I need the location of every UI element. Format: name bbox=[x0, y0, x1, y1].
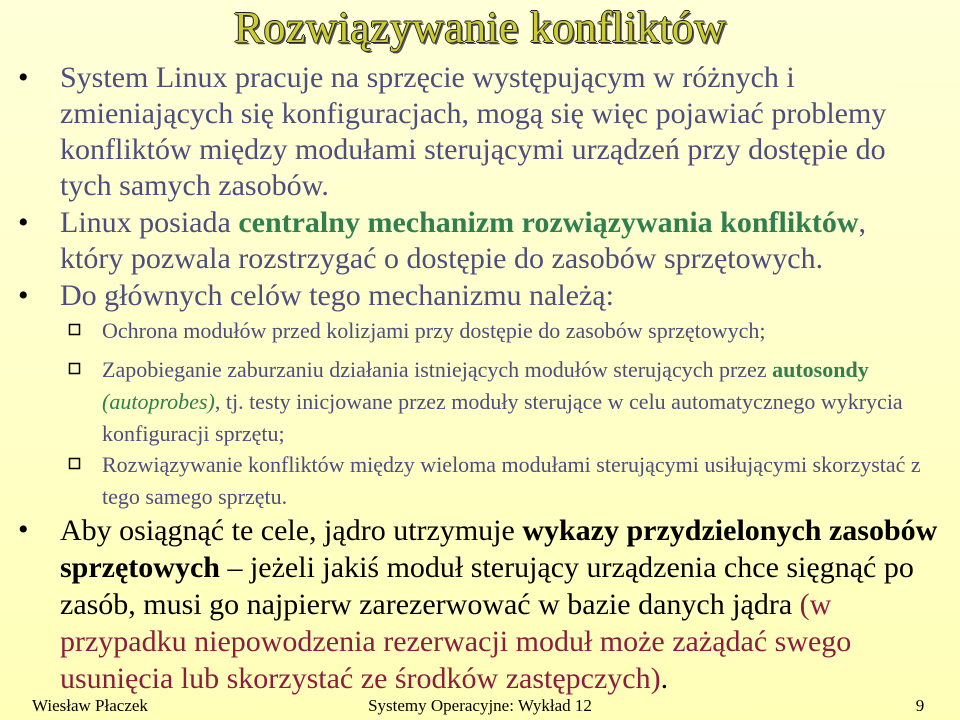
failure-note: (w przypadku niepowodzenia rezerwacji moduł może zażądać swego usunięcia lub skorzystać ze środków zastępczych) bbox=[60, 588, 852, 695]
bullet-dot: • bbox=[18, 206, 29, 239]
bullet-4-lead: Aby osiągnąć te cele, jądro utrzymuje bbox=[60, 514, 523, 547]
bullet-4-middle: – jeżeli jakiś moduł sterujący urządzenia chce sięgnąć po zasób, musi go najpierw zarezerwować w bazie danych jądra bbox=[60, 551, 914, 621]
bullet-text-1: System Linux pracuje na sprzęcie występującym w różnych i zmieniających się konfiguracjach, mogą się więc pojawiać problemy konfliktów między modułami sterującymi urządzeń przy dostępie do tych samych zasobów. bbox=[60, 61, 887, 202]
autoprobes-term: (autoprobes) bbox=[102, 389, 215, 414]
square-bullet-icon bbox=[68, 323, 81, 336]
bullet-2-tail: , który pozwala rozstrzygać o dostępie do zasobów sprzętowych. bbox=[60, 206, 867, 275]
square-bullet-icon bbox=[68, 362, 81, 375]
bullet-2-lead: Linux posiada bbox=[60, 206, 239, 239]
square-bullet-icon bbox=[68, 457, 81, 470]
bullet-text-4 bbox=[60, 512, 940, 697]
bullet-4-end: . bbox=[660, 662, 669, 695]
footer-author: Wiesław Płaczek bbox=[32, 696, 148, 715]
bullet-dot: • bbox=[18, 61, 29, 94]
subbullet-text-2 bbox=[102, 354, 932, 450]
central-mechanism-highlight: centralny mechanizm rozwiązywania konfliktów bbox=[238, 206, 859, 239]
bullet-text-3: Do głównych celów tego mechanizmu należą: bbox=[60, 279, 614, 312]
resource-lists-highlight: wykazy przydzielonych zasobów sprzętowych bbox=[60, 514, 938, 584]
subbullet-2-tail: , tj. testy inicjowane przez moduły sterujące w celu automatycznego wykrycia konfiguracji sprzętu; bbox=[102, 389, 903, 446]
bullet-dot: • bbox=[18, 279, 29, 312]
subbullet-text-3: Rozwiązywanie konfliktów między wieloma modułami sterującymi usiłującymi skorzystać z tego samego sprzętu. bbox=[102, 452, 921, 509]
footer-page-number: 9 bbox=[915, 696, 925, 715]
footer-course: Systemy Operacyjne: Wykład 12 bbox=[368, 696, 592, 715]
slide-title: Rozwiązywanie konfliktów bbox=[233, 3, 727, 52]
subbullet-2-lead: Zapobieganie zaburzaniu działania istniejących modułów sterujących przez bbox=[102, 357, 773, 382]
bullet-text-2 bbox=[60, 205, 930, 277]
bullet-dot: • bbox=[18, 513, 29, 546]
autosondy-highlight: autosondy bbox=[772, 357, 869, 382]
subbullet-text-1: Ochrona modułów przed kolizjami przy dostępie do zasobów sprzętowych; bbox=[102, 318, 766, 343]
